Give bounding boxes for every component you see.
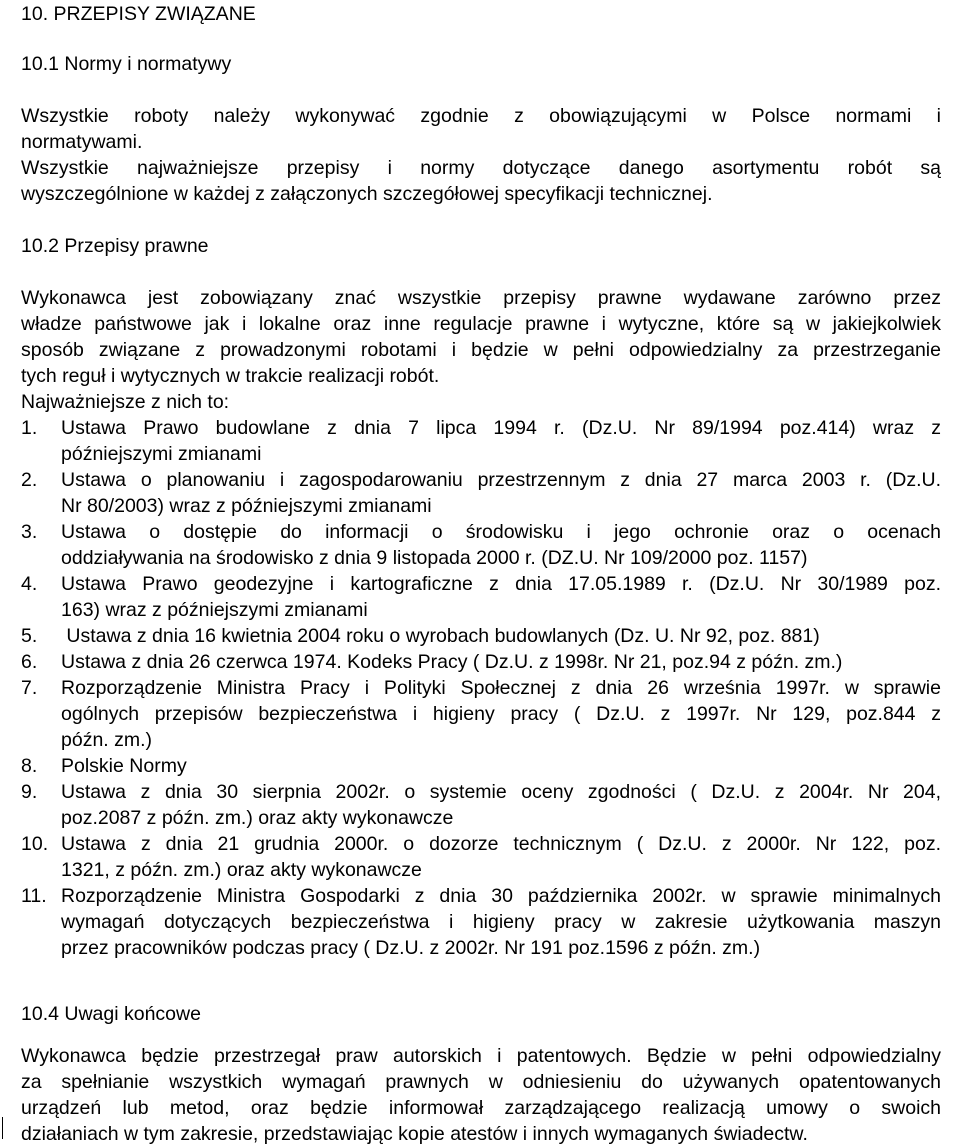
list-item-number: 6. — [21, 651, 38, 673]
list-item-number: 8. — [21, 755, 38, 777]
list-item-line: wymagań dotyczących bezpieczeństwa i higieny pracy w zakresie użytkowania maszyn — [61, 911, 941, 933]
list-item-line: 163) wraz z późniejszymi zmianami — [61, 599, 368, 621]
paragraph-line: Wszystkie roboty należy wykonywać zgodnie z obowiązującymi w Polsce normami i — [21, 105, 941, 127]
list-item-line: późn. zm.) — [61, 729, 153, 751]
list-item-number: 5. — [21, 625, 38, 647]
list-item-line: Ustawa z dnia 21 grudnia 2000r. o dozorze technicznym ( Dz.U. z 2000r. Nr 122, poz. — [61, 833, 941, 855]
section-heading: 10. PRZEPISY ZWIĄZANE — [21, 3, 256, 25]
paragraph-line: władze państwowe jak i lokalne oraz inne regulacje prawne i wytyczne, które są w jakiejkolwiek — [21, 313, 941, 335]
paragraph-line: Wykonawca będzie przestrzegał praw autorskich i patentowych. Będzie w pełni odpowiedzialny — [21, 1045, 941, 1067]
paragraph-line: działaniach w tym zakresie, przedstawiając kopie atestów i innych wymaganych świadectw. — [21, 1123, 808, 1145]
list-item-number: 11. — [21, 885, 47, 907]
paragraph-line: za spełnianie wszystkich wymagań prawnych w odniesieniu do używanych opatentowanych — [21, 1071, 941, 1093]
list-item-line: Ustawa o planowaniu i zagospodarowaniu przestrzennym z dnia 27 marca 2003 r. (Dz.U. — [61, 469, 941, 491]
list-item-line: Ustawa z dnia 30 sierpnia 2002r. o systemie oceny zgodności ( Dz.U. z 2004r. Nr 204, — [61, 781, 941, 803]
list-item-number: 2. — [21, 469, 38, 491]
list-item-number: 4. — [21, 573, 38, 595]
list-item-line: Ustawa Prawo budowlane z dnia 7 lipca 1994 r. (Dz.U. Nr 89/1994 poz.414) wraz z — [61, 417, 941, 439]
list-item-line: ogólnych przepisów bezpieczeństwa i higieny pracy ( Dz.U. z 1997r. Nr 129, poz.844 z — [61, 703, 941, 725]
paragraph-line: Wszystkie najważniejsze przepisy i normy dotyczące danego asortymentu robót są — [21, 157, 941, 179]
list-item-line: Rozporządzenie Ministra Gospodarki z dnia 30 października 2002r. w sprawie minimalnych — [61, 885, 941, 907]
paragraph-line: Wykonawca jest zobowiązany znać wszystkie przepisy prawne wydawane zarówno przez — [21, 287, 941, 309]
subsection-heading-10-2: 10.2 Przepisy prawne — [21, 235, 209, 257]
change-bar — [2, 1117, 3, 1139]
subsection-heading-10-1: 10.1 Normy i normatywy — [21, 53, 232, 75]
list-item-number: 9. — [21, 781, 38, 803]
list-item-number: 1. — [21, 417, 38, 439]
list-item-line: 1321, z późn. zm.) oraz akty wykonawcze — [61, 859, 422, 881]
paragraph-line: normatywami. — [21, 131, 143, 153]
paragraph-line: sposób związane z prowadzonymi robotami i będzie w pełni odpowiedzialny za przestrzeganie — [21, 339, 941, 361]
list-item-line: przez pracowników podczas pracy ( Dz.U. z 2002r. Nr 191 poz.1596 z późn. zm.) — [61, 937, 761, 959]
list-item-line: Ustawa Prawo geodezyjne i kartograficzne z dnia 17.05.1989 r. (Dz.U. Nr 30/1989 poz. — [61, 573, 941, 595]
list-item-line: Ustawa o dostępie do informacji o środowisku i jego ochronie oraz o ocenach — [61, 521, 941, 543]
list-item-line: Polskie Normy — [61, 755, 187, 777]
list-item-line: Rozporządzenie Ministra Pracy i Polityki Społecznej z dnia 26 września 1997r. w sprawie — [61, 677, 941, 699]
list-item-number: 7. — [21, 677, 38, 699]
paragraph-line: tych reguł i wytycznych w trakcie realizacji robót. — [21, 365, 440, 387]
list-item-line: Ustawa z dnia 16 kwietnia 2004 roku o wyrobach budowlanych (Dz. U. Nr 92, poz. 881) — [61, 625, 820, 647]
list-item-number: 10. — [21, 833, 49, 855]
paragraph-line: wyszczególnione w każdej z załączonych szczegółowej specyfikacji technicznej. — [21, 183, 713, 205]
list-item-line: Ustawa z dnia 26 czerwca 1974. Kodeks Pracy ( Dz.U. z 1998r. Nr 21, poz.94 z późn. zm.) — [61, 651, 843, 673]
list-item-line: poz.2087 z późn. zm.) oraz akty wykonawcze — [61, 807, 454, 829]
list-item-number: 3. — [21, 521, 38, 543]
subsection-heading-10-4: 10.4 Uwagi końcowe — [21, 1003, 201, 1025]
paragraph-line: Najważniejsze z nich to: — [21, 391, 230, 413]
list-item-line: późniejszymi zmianami — [61, 443, 262, 465]
list-item-line: oddziaływania na środowisko z dnia 9 listopada 2000 r. (DZ.U. Nr 109/2000 poz. 1157) — [61, 547, 808, 569]
list-item-line: Nr 80/2003) wraz z późniejszymi zmianami — [61, 495, 432, 517]
paragraph-line: urządzeń lub metod, oraz będzie informował zarządzającego realizacją umowy o swoich — [21, 1097, 941, 1119]
